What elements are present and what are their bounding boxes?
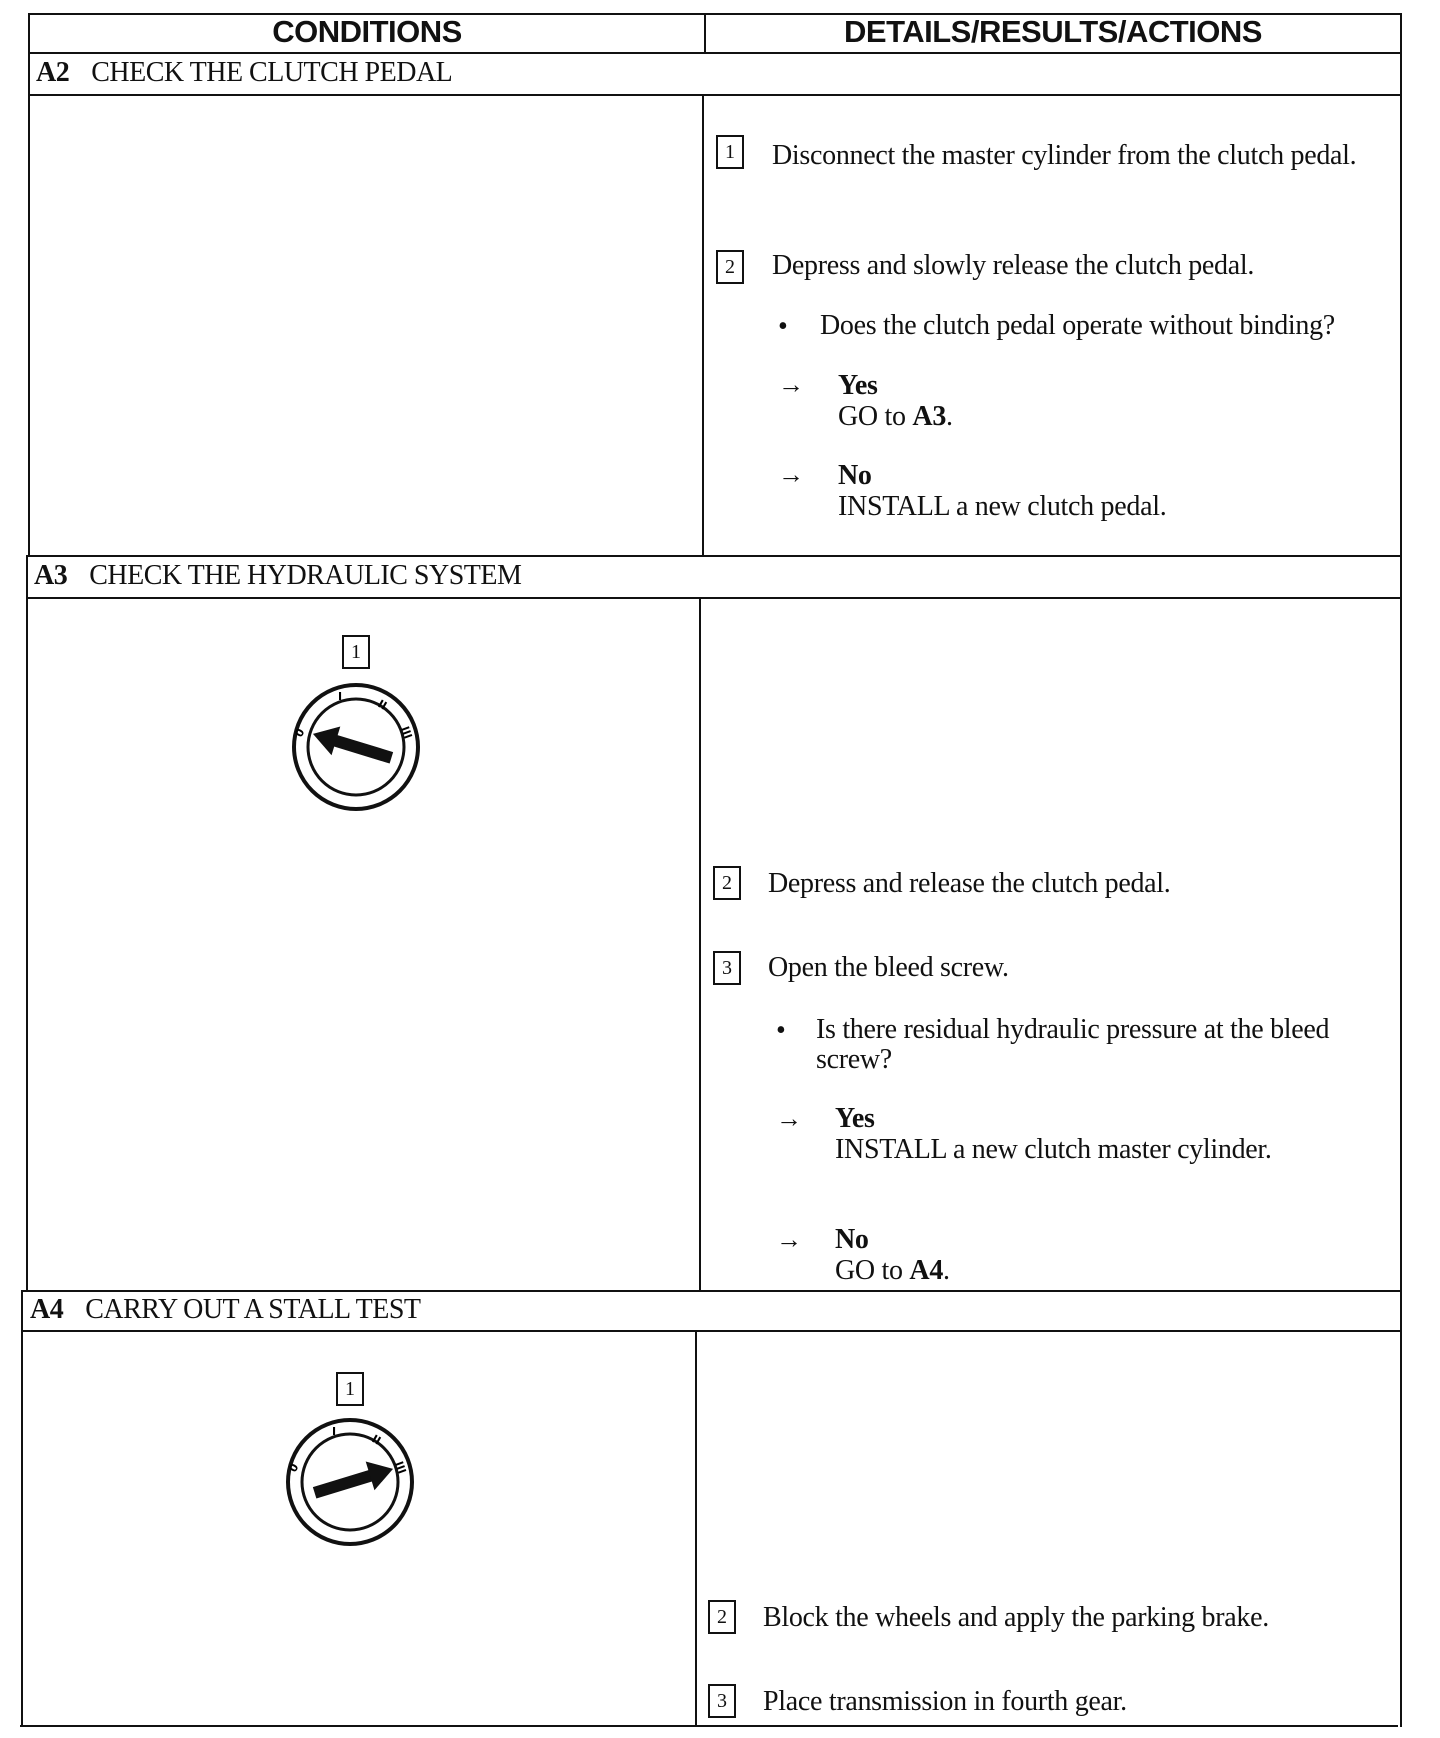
arrow-icon: → [778, 370, 804, 399]
dial-mark: I [338, 690, 343, 703]
step-number-box: 3 [708, 1684, 736, 1718]
dial-mark: II [369, 1432, 384, 1448]
left-border-2 [26, 555, 28, 1290]
a3-title-rule [26, 597, 1402, 599]
action-text: GO to [835, 1255, 910, 1286]
step-text: Open the bleed screw. [768, 952, 1009, 983]
left-border-3 [21, 1290, 23, 1727]
dial-mark: I [332, 1425, 337, 1438]
figure-number-box: 1 [336, 1372, 364, 1406]
question-text: Is there residual hydraulic pressure at the bleed screw? [816, 1014, 1330, 1075]
header-rule [28, 52, 1402, 54]
col-divider-a2 [702, 94, 704, 556]
conditions-header: CONDITIONS [272, 14, 462, 49]
col-divider-a3 [699, 597, 701, 1291]
figure-number-box: 1 [342, 635, 370, 669]
section-title: CARRY OUT A STALL TEST [85, 1294, 421, 1325]
section-title: CHECK THE CLUTCH PEDAL [91, 57, 453, 88]
a2-end-rule [26, 555, 1402, 557]
bullet: • [776, 1015, 786, 1046]
yes-label: Yes [838, 370, 878, 401]
no-action [835, 1256, 950, 1286]
step-text: Block the wheels and apply the parking brake. [763, 1602, 1269, 1633]
bullet: • [778, 311, 788, 342]
section-code: A2 [36, 57, 70, 88]
step-text: Depress and release the clutch pedal. [768, 868, 1171, 899]
no-action: INSTALL a new clutch pedal. [838, 491, 1167, 522]
question-text: Does the clutch pedal operate without binding? [820, 310, 1335, 341]
step-number-box: 2 [716, 250, 744, 284]
step-text: Depress and slowly release the clutch pedal. [772, 250, 1255, 281]
dial-mark: 0 [286, 1461, 302, 1475]
section-a4-title [30, 1294, 421, 1326]
yes-action: INSTALL a new clutch master cylinder. [835, 1134, 1272, 1165]
no-label: No [838, 460, 872, 491]
section-code: A4 [30, 1294, 64, 1325]
right-border [1400, 13, 1402, 1727]
dial-mark: III [398, 724, 415, 741]
action-end: . [946, 401, 953, 432]
ignition-switch-start-icon [283, 1415, 417, 1549]
dial-pointer [310, 1454, 397, 1507]
step-number-box: 2 [708, 1600, 736, 1634]
a2-title-rule [28, 94, 1402, 96]
dial-mark: II [375, 697, 390, 713]
step-number-box: 1 [716, 135, 744, 169]
action-target: A3 [912, 401, 947, 432]
left-border-1 [28, 13, 30, 555]
a3-end-rule [22, 1290, 1400, 1292]
section-a3-title [34, 560, 521, 592]
ignition-switch-off-icon [289, 680, 423, 814]
col-divider-a4 [695, 1330, 697, 1727]
step-text: Disconnect the master cylinder from the clutch pedal. [772, 140, 1357, 171]
arrow-icon: → [776, 1104, 802, 1133]
dial-mark: III [392, 1459, 409, 1476]
arrow-icon: → [776, 1225, 802, 1254]
no-label: No [835, 1224, 869, 1255]
step-number-box: 3 [713, 951, 741, 985]
yes-label: Yes [835, 1103, 875, 1134]
section-code: A3 [34, 560, 68, 591]
details-header: DETAILS/RESULTS/ACTIONS [844, 14, 1262, 49]
arrow-icon: → [778, 460, 804, 489]
dial-pointer [309, 719, 396, 772]
action-target: A4 [909, 1255, 944, 1286]
table-bottom-border [20, 1725, 1398, 1727]
pointer-shaft [313, 1469, 376, 1499]
step-number-box: 2 [713, 866, 741, 900]
pointer-shaft [330, 734, 393, 764]
step-text: Place transmission in fourth gear. [763, 1686, 1127, 1717]
action-end: . [943, 1255, 950, 1286]
a4-title-rule [22, 1330, 1400, 1332]
dial-mark: 0 [292, 726, 308, 740]
section-title: CHECK THE HYDRAULIC SYSTEM [89, 560, 522, 591]
yes-action [838, 402, 953, 432]
section-a2-title [36, 57, 452, 89]
action-text: GO to [838, 401, 913, 432]
